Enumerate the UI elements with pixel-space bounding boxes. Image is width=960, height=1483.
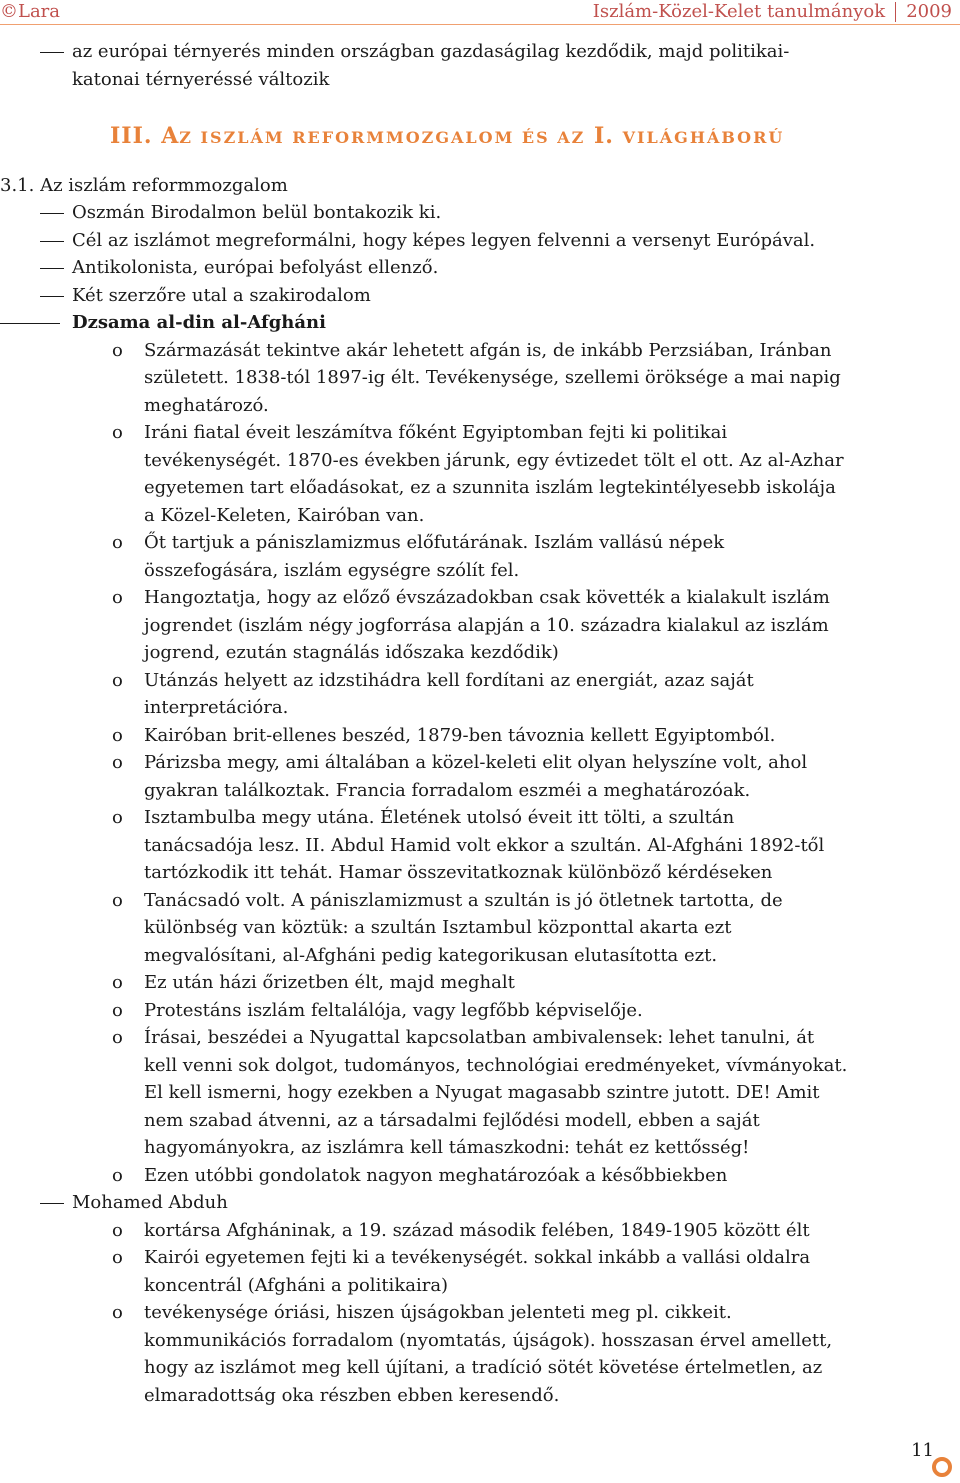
list-item-line-text: El kell ismerni, hogy ezekben a Nyugat magasabb szintre jutott. DE! Amit [144,1082,820,1103]
dash-list [0,199,960,309]
list-item-line-text: tanácsadója lesz. II. Abdul Hamid volt ekkor a szultán. Al-Afgháni 1892-től [144,834,825,856]
list-item-line-text: Ezen utóbbi gondolatok nagyon meghatározóak a későbbiekben [144,1164,728,1186]
list-item-line-text: hogy az iszlámot meg kell újítani, a tradíció sötét követése értelmetlen, az [144,1357,823,1378]
list-item-line [0,1244,960,1272]
list-item-line [0,447,960,475]
dash-bullet [40,296,64,297]
list-item-line [0,1052,960,1080]
intro-line [0,38,960,66]
dash-item-text: Cél az iszlámot megreformálni, hogy képes legyen felvenni a versenyt Európával. [72,229,816,251]
dash-item [0,227,960,255]
list-item-line [0,777,960,805]
intro-text: az európai térnyerés minden országban gazdaságilag kezdődik, majd politikai- [72,41,790,62]
circle-bullet-icon: o [112,752,123,773]
list-item-line-text: összefogására, iszlám egységre szólít fel. [144,559,520,581]
abduh-title [0,1189,960,1217]
list-item-line-text: Hangoztatja, hogy az előző évszázadokban csak követték a kialakult iszlám [144,587,830,608]
list-item-line-text: jogrend, ezután stagnálás időszaka kezdődik) [144,642,559,663]
list-item-line [0,804,960,832]
list-item-line [0,749,960,777]
list-item-line-text: Párizsba megy, ami általában a közel-keleti elit olyan helyszíne volt, ahol [144,752,808,773]
page-number: 11 [911,1440,934,1461]
circle-bullet-icon: o [112,999,123,1021]
list-item-line-text: interpretációra. [144,697,289,718]
dash-item-text: Antikolonista, európai befolyást ellenző. [72,257,439,278]
dash-bullet [0,323,60,324]
page-header [0,0,960,25]
chapter-roman: I. [593,123,614,149]
list-item-line-text: tevékenysége óriási, hiszen újságokban jelenteti meg pl. cikkeit. [144,1302,732,1323]
dash-item-text: Oszmán Birodalmon belül bontakozik ki. [72,202,442,223]
list-item-line [0,1079,960,1107]
list-item-line-text: Őt tartjuk a pániszlamizmus előfutárának. Iszlám vallású népek [144,532,725,553]
list-item-line-text: született. 1838-tól 1897-ig élt. Tevékenysége, szellemi öröksége a mai napig [144,367,841,388]
list-item-line [0,859,960,887]
abduh-title-text: Mohamed Abduh [72,1192,228,1213]
list-item-line [0,557,960,585]
chapter-text-1: Z ISZLÁM REFORMMOZGALOM ÉS AZ [179,128,586,147]
page-body [0,38,960,1409]
list-item-line-text: egyetemen tart előadásokat, ez a szunnita iszlám legtekintélyesebb iskolája [144,477,836,498]
dash-bullet [40,52,64,53]
list-item-line-text: tevékenységét. 1870-es években járunk, egy évtizedet tölt el ott. Az al-Azhar [144,449,844,471]
chapter-text-2: VILÁGHÁBORÚ [622,128,785,147]
list-item-line [0,997,960,1025]
list-item-line [0,474,960,502]
circle-bullet-icon: o [112,1247,123,1268]
list-item-line [0,337,960,365]
list-item-line-text: Írásai, beszédei a Nyugattal kapcsolatban ambivalensek: lehet tanulni, át [144,1027,815,1048]
list-item-line-text: koncentrál (Afgháni a politikaira) [144,1274,449,1296]
list-item-line [0,529,960,557]
list-item-line [0,364,960,392]
afghani-title [0,309,960,337]
circle-bullet-icon: o [112,889,123,911]
list-item-line [0,419,960,447]
list-item-line [0,612,960,640]
dash-item [0,282,960,310]
circle-bullet-icon: o [112,339,123,361]
list-item-line-text: nem szabad átvenni, az a társadalmi fejlődési modell, ebben a saját [144,1109,760,1131]
list-item-line-text: Iráni fiatal éveit leszámítva főként Egyiptomban fejti ki politikai [144,422,728,443]
section-title: 3.1. Az iszlám reformmozgalom [0,174,288,196]
list-item-line [0,1217,960,1245]
list-item-line [0,502,960,530]
list-item-line-text: hagyományokra, az iszlámra kell támaszkodni: tehát ez kettősség! [144,1137,750,1158]
circle-bullet-icon: o [112,1302,123,1323]
header-title [593,0,952,24]
circle-bullet-icon: o [112,972,123,993]
list-item-line [0,1107,960,1135]
chapter-title [0,123,960,152]
list-item-line [0,942,960,970]
list-item-line-text: kell venni sok dolgot, tudományos, technológiai eredményeket, vívmányokat. [144,1054,848,1076]
afghani-title-text: Dzsama al-din al-Afgháni [72,312,326,333]
list-item-line [0,1272,960,1300]
header-copyright: ©Lara [0,1,61,22]
list-item-line [0,639,960,667]
dash-item-text: Két szerzőre utal a szakirodalom [72,284,371,306]
list-item-line-text: Protestáns iszlám feltalálója, vagy legfőbb képviselője. [144,999,643,1021]
dash-bullet [40,241,64,242]
dash-item [0,199,960,227]
header-separator [895,2,896,22]
list-item-line [0,969,960,997]
dash-bullet [40,213,64,214]
list-item-line [0,392,960,420]
list-item-line [0,1299,960,1327]
chapter-initial: A [161,123,180,149]
list-item-line-text: Kairóban brit-ellenes beszéd, 1879-ben távoznia kellett Egyiptomból. [144,724,776,746]
list-item-line [0,914,960,942]
list-item-line [0,1162,960,1190]
list-item-line-text: Származását tekintve akár lehetett afgán is, de inkább Perzsiában, Iránban [144,339,832,361]
chapter-number: III. [110,123,153,149]
header-title-text: Iszlám-Közel-Kelet tanulmányok [592,1,886,22]
list-item-line [0,1382,960,1410]
list-item-line-text: a Közel-Keleten, Kairóban van. [144,504,425,526]
circle-bullet-icon: o [112,532,123,553]
abduh-list [0,1217,960,1410]
list-item-line-text: kortársa Afgháninak, a 19. század második felében, 1849-1905 között élt [144,1219,810,1241]
dash-bullet [40,1203,64,1204]
circle-bullet-icon: o [112,422,123,443]
header-year: 2009 [906,1,952,22]
page-corner-circle-icon [932,1457,952,1477]
list-item-line [0,1134,960,1162]
intro-line [0,66,960,94]
list-item-line [0,722,960,750]
list-item-line-text: Kairói egyetemen fejti ki a tevékenységét. sokkal inkább a vallási oldalra [144,1247,811,1268]
list-item-line [0,694,960,722]
list-item-line-text: kommunikációs forradalom (nyomtatás, újságok). hosszasan érvel amellett, [144,1329,833,1351]
circle-bullet-icon: o [112,1164,123,1186]
list-item-line-text: meghatározó. [144,394,269,416]
circle-bullet-icon: o [112,1027,123,1048]
list-item-line-text: Ez után házi őrizetben élt, majd meghalt [144,972,515,993]
circle-bullet-icon: o [112,724,123,746]
list-item-line-text: tartózkodik itt tehát. Hamar összevitatkoznak különböző kérdéseken [144,862,773,883]
list-item-line [0,1024,960,1052]
list-item-line-text: Utánzás helyett az idzstihádra kell fordítani az energiát, azaz saját [144,669,754,691]
list-item-line-text: Tanácsadó volt. A pániszlamizmust a szultán is jó ötletnek tartotta, de [144,889,783,911]
list-item-line-text: Isztambulba megy utána. Életének utolsó éveit itt tölti, a szultán [144,807,735,828]
list-item-line-text: jogrendet (iszlám négy jogforrása alapján a 10. századra kialakul az iszlám [144,614,829,636]
list-item-line [0,667,960,695]
circle-bullet-icon: o [112,1219,123,1241]
list-item-line-text: elmaradottság oka részben ebben keresendő. [144,1384,560,1406]
afghani-list [0,337,960,1190]
circle-bullet-icon: o [112,807,123,828]
list-item-line [0,1327,960,1355]
list-item-line [0,584,960,612]
dash-bullet [40,268,64,269]
list-item-line [0,832,960,860]
list-item-line [0,887,960,915]
list-item-line-text: különbség van köztük: a szultán Isztambul központtal akarta ezt [144,917,732,938]
dash-item [0,254,960,282]
list-item-line-text: megvalósítani, al-Afgháni pedig kategorikusan elutasította ezt. [144,944,718,966]
list-item-line-text: gyakran találkoztak. Francia forradalom eszméi a meghatározóak. [144,779,751,801]
list-item-line [0,1354,960,1382]
circle-bullet-icon: o [112,587,123,608]
intro-text: katonai térnyeréssé változik [72,68,330,90]
circle-bullet-icon: o [112,669,123,691]
